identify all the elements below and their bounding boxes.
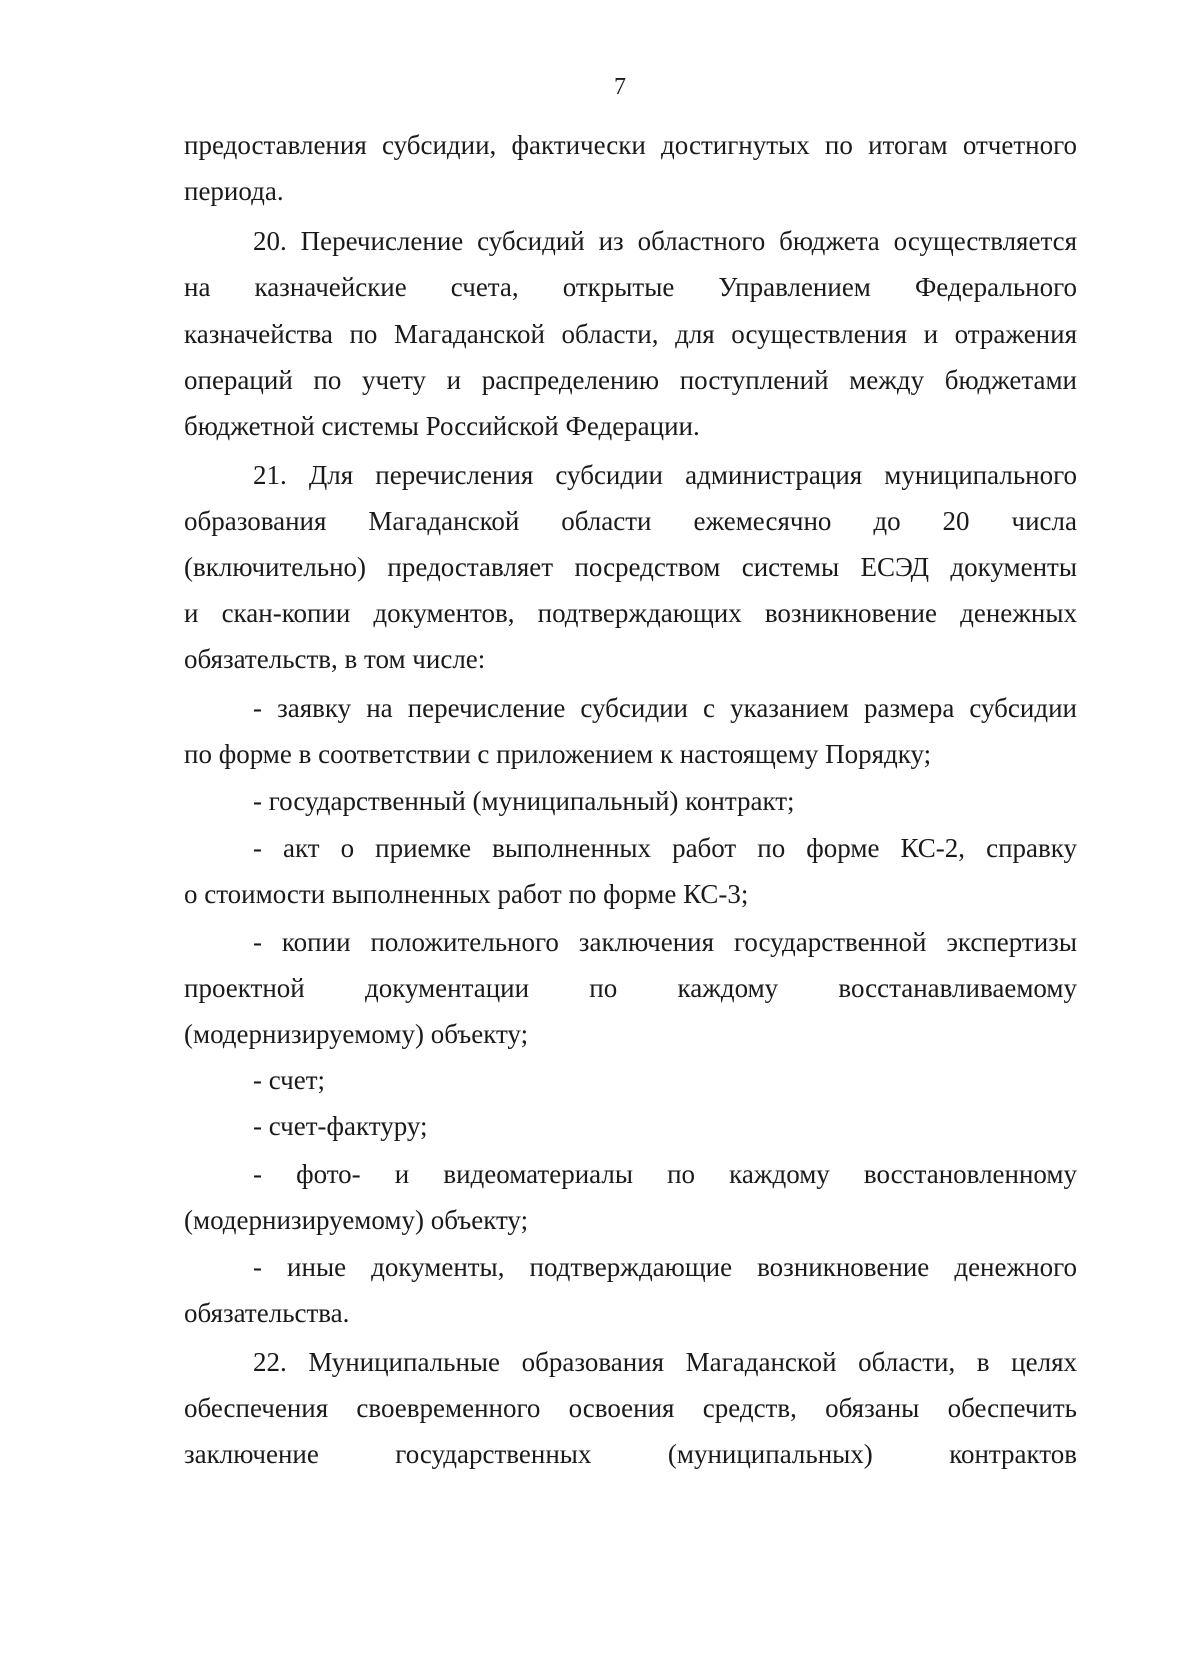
paragraph-20-first-line: 20. Перечисление субсидий из областного бюджета осуществляется — [253, 226, 1077, 256]
text-line: бюджетной системы Российской Федерации. — [184, 411, 700, 441]
paragraph-22-first-line: 22. Муниципальные образования Магаданской области, в целях — [253, 1347, 1077, 1377]
text-line: и скан-копии документов, подтверждающих возникновение денежных — [184, 598, 1077, 628]
text-line: казначейства по Магаданской области, для осуществления и отражения — [184, 319, 1077, 349]
list-item: - государственный (муниципальный) контракт; — [253, 786, 795, 816]
paragraph-21-first-line: 21. Для перечисления субсидии администрация муниципального — [253, 460, 1077, 490]
text-line: по форме в соответствии с приложением к настоящему Порядку; — [184, 739, 932, 769]
list-item: - счет-фактуру; — [253, 1111, 428, 1141]
text-line: проектной документации по каждому восстанавливаемому — [184, 973, 1077, 1003]
text-line: обеспечения своевременного освоения средств, обязаны обеспечить — [184, 1393, 1077, 1423]
list-item-first-line: - иные документы, подтверждающие возникновение денежного — [253, 1252, 1077, 1282]
text-line: обязательства. — [184, 1298, 350, 1328]
text-line: операций по учету и распределению поступлений между бюджетами — [184, 365, 1077, 395]
text-line: обязательств, в том числе: — [184, 644, 486, 674]
text-line: заключение государственных (муниципальных) контрактов — [184, 1439, 1077, 1469]
text-line: образования Магаданской области ежемесячно до 20 числа — [184, 506, 1077, 536]
page-number: 7 — [614, 74, 626, 100]
list-item-first-line: - заявку на перечисление субсидии с указанием размера субсидии — [253, 693, 1077, 723]
list-item-first-line: - копии положительного заключения государственной экспертизы — [253, 927, 1077, 957]
list-item-first-line: - фото- и видеоматериалы по каждому восстановленному — [253, 1159, 1077, 1189]
text-line: (модернизируемому) объекту; — [184, 1205, 529, 1235]
list-item-first-line: - акт о приемке выполненных работ по форме КС-2, справку — [253, 833, 1077, 863]
text-line: периода. — [184, 176, 284, 206]
list-item: - счет; — [253, 1065, 326, 1095]
text-line: о стоимости выполненных работ по форме КС-3; — [184, 879, 749, 909]
text-line: (включительно) предоставляет посредством системы ЕСЭД документы — [184, 552, 1077, 582]
text-line: предоставления субсидии, фактически достигнутых по итогам отчетного — [184, 130, 1077, 160]
text-line: на казначейские счета, открытые Управлением Федерального — [184, 272, 1077, 302]
text-line: (модернизируемому) объекту; — [184, 1019, 529, 1049]
